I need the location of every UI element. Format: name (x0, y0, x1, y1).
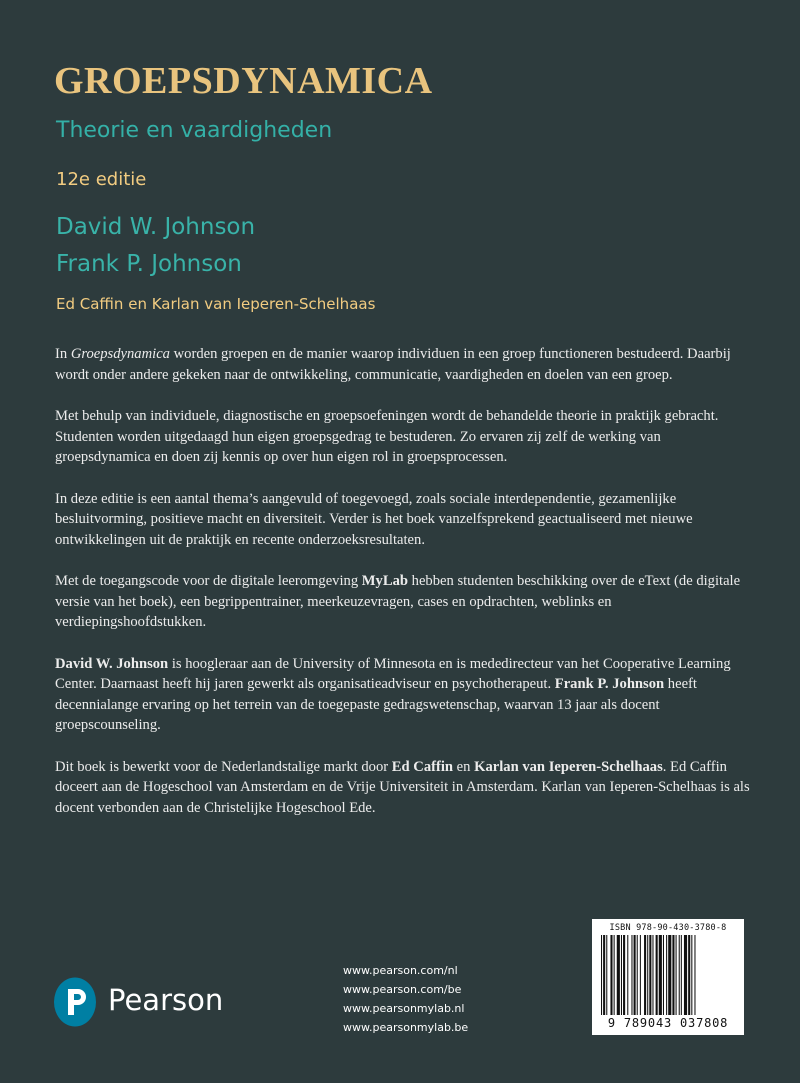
barcode-bar (691, 935, 692, 1015)
barcode-bar (656, 935, 658, 1015)
barcode-bar (603, 935, 605, 1015)
edition-label: 12e editie (56, 169, 147, 190)
barcode-bar (684, 935, 687, 1015)
barcode-bar (631, 935, 632, 1015)
barcode-bar (627, 935, 628, 1015)
barcode-bar (617, 935, 620, 1015)
barcode-bar (672, 935, 674, 1015)
barcode-bar (647, 935, 648, 1015)
barcode-bar (634, 935, 636, 1015)
barcode-bar (610, 935, 612, 1015)
barcode-bar (644, 935, 646, 1015)
blurb-text (55, 344, 760, 839)
barcode-bars (600, 935, 736, 1015)
url-link[interactable]: www.pearson.com/nl (343, 964, 458, 977)
author-bio-paragraph: David W. Johnson is hoogleraar aan de University of Minnesota en is mededirecteur van het Cooperative Learning Center. Daarnaast heeft hij jaren gewerkt als organisatieadviseur en psychotherapeut. Frank P. Johnson heeft decennialange ervaring op het terrein van de toegepaste gedragswetenschap, waarvan 13 jaar als docent groepscounseling. (55, 655, 731, 733)
url-link[interactable]: www.pearsonmylab.nl (343, 1002, 465, 1015)
barcode-bar (606, 935, 607, 1015)
url-link[interactable]: www.pearson.com/be (343, 983, 462, 996)
mylab-name: MyLab (361, 573, 408, 589)
book-subtitle: Theorie en vaardigheden (56, 118, 333, 143)
author-name: Frank P. Johnson (56, 251, 242, 277)
blurb-paragraph: In Groepsdynamica worden groepen en de manier waarop individuen in een groep functioneren bestudeerd. Daarbij wordt onder andere gekeken naar de ontwikkeling, communicatie, vaardigheden en doelen van een groep. (55, 346, 731, 383)
barcode-bar (663, 935, 664, 1015)
adapters-line: Ed Caffin en Karlan van Ieperen-Schelhaas (56, 295, 376, 313)
barcode-bar (694, 935, 695, 1015)
barcode-bar (676, 935, 677, 1015)
barcode-bar (621, 935, 622, 1015)
pearson-p-icon (54, 977, 96, 1027)
barcode-bar (666, 935, 667, 1015)
barcode-bar (668, 935, 671, 1015)
isbn-label: ISBN 978-90-430-3780-8 (609, 923, 727, 933)
publisher-urls (343, 961, 468, 1037)
barcode-bar (688, 935, 690, 1015)
author-name: David W. Johnson (56, 214, 256, 240)
barcode-bar (640, 935, 641, 1015)
book-title-inline: Groepsdynamica (70, 346, 170, 362)
blurb-paragraph: In deze editie is een aantal thema’s aangevuld of toegevoegd, zoals sociale interdependentie, gezamenlijke besluitvorming, positieve macht en diversiteit. Verder is het boek vanzelfsprekend geactualiseerd met nieuwe ontwikkelingen uit de praktijk en recente onderzoeksresultaten. (55, 490, 693, 548)
barcode-bar (649, 935, 651, 1015)
url-link[interactable]: www.pearsonmylab.be (343, 1021, 469, 1034)
barcode-bar (652, 935, 653, 1015)
barcode-bar (681, 935, 682, 1015)
barcode-digits: 9 789043 037808 (607, 1016, 729, 1030)
barcode-bar (659, 935, 662, 1015)
barcode-bar (623, 935, 625, 1015)
adapters-bio-paragraph: Dit boek is bewerkt voor de Nederlandstalige markt door Ed Caffin en Karlan van Ieperen-Schelhaas. Ed Caffin doceert aan de Hogeschool van Amsterdam en de Vrije Universiteit in Amsterdam. Karlan van Ieperen-Schelhaas is als docent verbonden aan de Christelijke Hogeschool Ede. (55, 758, 750, 816)
blurb-paragraph: Met de toegangscode voor de digitale leeromgeving MyLab hebben studenten beschikking over de eText (de digitale versie van het boek), een begrippentrainer, meerkeuzevragen, cases en opdrachten, weblinks en verdiepingshoofdstukken. (55, 573, 741, 630)
barcode-bar (614, 935, 615, 1015)
barcode-bar (601, 935, 602, 1015)
book-title: GROEPSDYNAMICA (54, 60, 433, 102)
isbn-barcode (592, 919, 744, 1035)
barcode-bar (679, 935, 680, 1015)
barcode-bar (637, 935, 638, 1015)
publisher-name: Pearson (108, 983, 224, 1017)
blurb-paragraph: Met behulp van individuele, diagnostische en groepsoefeningen wordt de behandelde theorie in praktijk gebracht. Studenten worden uitgedaagd hun eigen groepsgedrag te bestuderen. Zo ervaren zij zelf de werking van groepsdynamica en doen zij kennis op over hun eigen rol in groepsprocessen. (55, 408, 719, 465)
